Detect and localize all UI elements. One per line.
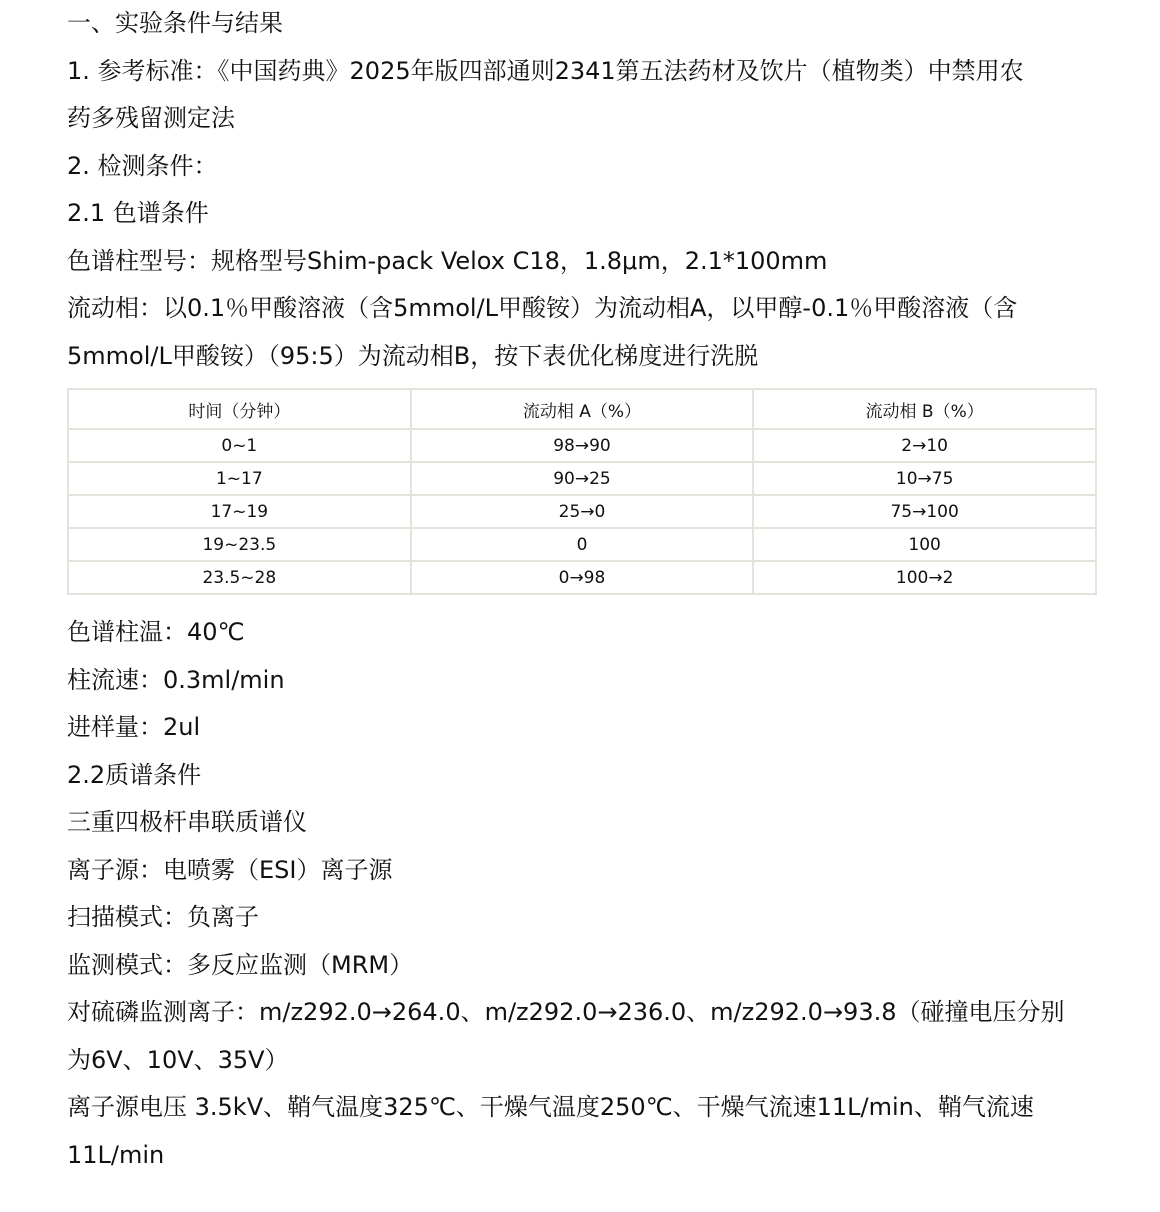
document-body <box>67 0 1107 1179</box>
cell-phase-b: 2→10 <box>753 429 1096 462</box>
detection-title: 2. 检测条件： <box>67 151 218 180</box>
table-row <box>68 462 1096 495</box>
flow-rate: 柱流速：0.3ml/min <box>67 665 285 694</box>
monitor-mode: 监测模式：多反应监测（MRM） <box>67 950 414 979</box>
chromatography-title: 2.1 色谱条件 <box>67 199 209 227</box>
cell-phase-b: 100→2 <box>753 561 1096 594</box>
ion-source: 离子源：电喷雾（ESI）离子源 <box>67 855 393 884</box>
monitor-ions-line-1: 对硫磷监测离子：m/z292.0→264.0、m/z292.0→236.0、m/z292.0→93.8（碰撞电压分别 <box>67 998 1065 1026</box>
table-row <box>68 495 1096 528</box>
table-row <box>68 429 1096 462</box>
source-params-line-2: 11L/min <box>67 1140 165 1169</box>
header-phase-a: 流动相 A（%） <box>411 389 754 429</box>
cell-phase-b: 10→75 <box>753 462 1096 495</box>
header-phase-b: 流动相 B（%） <box>753 389 1096 429</box>
cell-time: 1~17 <box>68 462 411 495</box>
cell-phase-a: 98→90 <box>411 429 754 462</box>
cell-phase-a: 90→25 <box>411 462 754 495</box>
cell-phase-a: 0→98 <box>411 561 754 594</box>
injection-volume: 进样量：2ul <box>67 713 201 741</box>
gradient-table <box>67 388 1097 595</box>
header-time: 时间（分钟） <box>68 389 411 429</box>
cell-time: 23.5~28 <box>68 561 411 594</box>
table-header-row <box>68 389 1096 429</box>
reference-line-1: 1. 参考标准：《中国药典》2025年版四部通则2341第五法药材及饮片（植物类）中禁用农 <box>67 56 1024 85</box>
cell-phase-a: 0 <box>411 528 754 561</box>
cell-phase-b: 100 <box>753 528 1096 561</box>
cell-phase-b: 75→100 <box>753 495 1096 528</box>
cell-time: 17~19 <box>68 495 411 528</box>
table-row <box>68 561 1096 594</box>
column-spec: 色谱柱型号：规格型号Shim-pack Velox C18，1.8μm，2.1*100mm <box>67 246 828 275</box>
scan-mode: 扫描模式：负离子 <box>67 903 259 931</box>
instrument: 三重四极杆串联质谱仪 <box>67 808 307 836</box>
column-temperature: 色谱柱温：40℃ <box>67 618 245 646</box>
cell-time: 0~1 <box>68 429 411 462</box>
table-row <box>68 528 1096 561</box>
mobile-phase-line-2: 5mmol/L甲酸铵）（95:5）为流动相B，按下表优化梯度进行洗脱 <box>67 341 759 370</box>
section-title: 一、实验条件与结果 <box>67 9 283 37</box>
gradient-table-wrapper <box>67 388 1097 595</box>
source-params-line-1: 离子源电压 3.5kV、鞘气温度325℃、干燥气温度250℃、干燥气流速11L/min、鞘气流速 <box>67 1093 1034 1121</box>
ms-title: 2.2质谱条件 <box>67 760 202 789</box>
reference-line-2: 药多残留测定法 <box>67 104 235 132</box>
cell-phase-a: 25→0 <box>411 495 754 528</box>
monitor-ions-line-2: 为6V、10V、35V） <box>67 1045 289 1074</box>
cell-time: 19~23.5 <box>68 528 411 561</box>
mobile-phase-line-1: 流动相：以0.1％甲酸溶液（含5mmol/L甲酸铵）为流动相A，以甲醇-0.1％甲酸溶液（含 <box>67 294 1018 322</box>
